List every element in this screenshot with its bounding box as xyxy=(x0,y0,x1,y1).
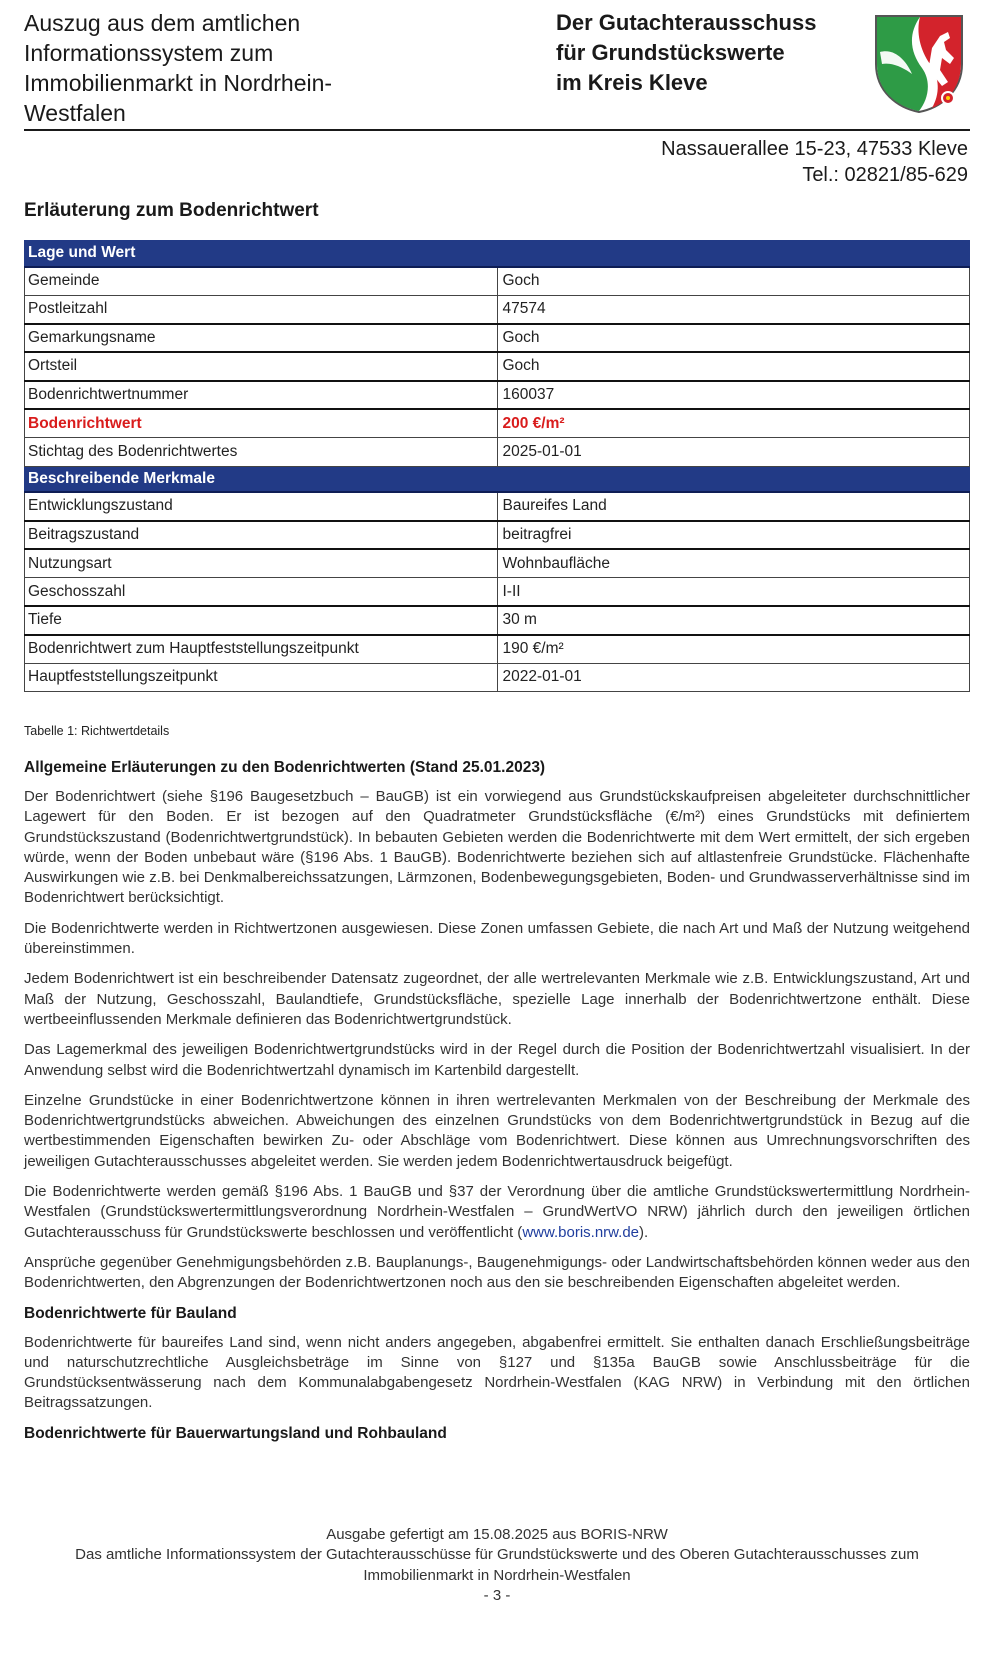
table-row xyxy=(25,635,970,664)
section-heading: Bodenrichtwerte für Bauerwartungsland und Rohbauland xyxy=(24,1424,447,1442)
table-row xyxy=(25,295,970,324)
boris-link[interactable]: www.boris.nrw.de xyxy=(522,1223,640,1241)
header-right-title xyxy=(556,8,856,98)
row-value: Wohnbaufläche xyxy=(497,549,970,578)
row-value: 190 €/m² xyxy=(497,635,970,664)
row-value: 30 m xyxy=(497,606,970,635)
table-row xyxy=(25,324,970,353)
row-value: 2025-01-01 xyxy=(497,438,970,467)
row-label: Ortsteil xyxy=(25,352,498,381)
row-label: Beitragszustand xyxy=(25,521,498,550)
row-label: Hauptfeststellungszeitpunkt xyxy=(25,663,498,692)
address-line: Nassauerallee 15-23, 47533 Kleve xyxy=(661,138,968,160)
paragraph: Bodenrichtwerte für baureifes Land sind, wenn nicht anders angegeben, abgabenfrei ermittelt. Sie enthalten danach Erschließungsbeiträge und naturschutzrechtliche Ausgleichsbeträge im Sinne von §127 und §135a BauGB sowie Anschlussbeiträge für die Grundstücksentwässerung nach dem Kommunalabgabengesetz Nordrhein-Westfalen (KAG NRW) in Verbindung mit den örtlichen Beitragssatzungen. xyxy=(24,1333,970,1412)
paragraph-text: ). xyxy=(639,1223,649,1241)
row-label: Postleitzahl xyxy=(25,295,498,324)
document-title: Erläuterung zum Bodenrichtwert xyxy=(24,200,319,221)
explanation-text xyxy=(24,758,970,1453)
row-label: Stichtag des Bodenrichtwertes xyxy=(25,438,498,467)
paragraph xyxy=(24,1182,970,1243)
row-label: Entwicklungszustand xyxy=(25,492,498,521)
paragraph-text: Die Bodenrichtwerte werden gemäß §196 Abs. 1 BauGB und §37 der Verordnung über die amtliche Grundstückswertermittlung Nordrhein-Westfalen (Grundstückswertermittlungsverordnung Nordrhein-Westfalen – GrundWertVO NRW) jährlich durch den jeweiligen örtlichen Gutachterausschuss für Grundstückswerte beschlossen und veröffentlicht ( xyxy=(24,1183,970,1241)
table-row xyxy=(25,663,970,692)
table-row xyxy=(25,438,970,467)
table-row xyxy=(25,578,970,607)
row-value: 2022-01-01 xyxy=(497,663,970,692)
paragraph: Das Lagemerkmal des jeweiligen Bodenrichtwertgrundstücks wird in der Regel durch die Position der Bodenrichtwertzahl visualisiert. In der Anwendung selbst wird die Bodenrichtwertzahl dynamisch im Kartenbild dargestellt. xyxy=(24,1041,970,1079)
paragraph: Der Bodenrichtwert (siehe §196 Baugesetzbuch – BauGB) ist ein vorwiegend aus Grundstückskaufpreisen abgeleiteter durchschnittlicher Lagewert für den Boden. Er ist bezogen auf den Quadratmeter Grundstücksfläche (€/m²) eines Grundstücks mit definiertem Grundstückszustand (Bodenrichtwertgrundstück). In bebauten Gebieten werden die Bodenrichtwerte mit dem Wert ermittelt, der sich ergeben würde, wenn der Boden unbebaut wäre (§196 Abs. 1 BauGB). Bodenrichtwerte beziehen sich auf altlastenfreie Grundstücke. Flächenhafte Auswirkungen wie z.B. bei Denkmalbereichssatzungen, Lärmzonen, Bodenbewegungsgebieten, Boden- und Grundwasserverhältnisse sind im Bodenrichtwert berücksichtigt. xyxy=(24,788,970,907)
page-number: - 3 - xyxy=(483,1586,511,1604)
paragraph: Ansprüche gegenüber Genehmigungsbehörden z.B. Bauplanungs-, Baugenehmigungs- oder Landwirtschaftsbehörden können weder aus den Bodenrichtwerten, den Abgrenzungen der Bodenrichtwertzonen noch aus den sie beschreibenden Eigenschaften abgeleitet werden. xyxy=(24,1253,970,1292)
table-row xyxy=(25,267,970,296)
table-caption: Tabelle 1: Richtwertdetails xyxy=(24,724,170,738)
row-value: 200 €/m² xyxy=(497,409,970,438)
table-row-bodenrichtwert xyxy=(25,409,970,438)
table-section-header xyxy=(25,241,970,267)
table-row xyxy=(25,352,970,381)
header-right-line: im Kreis Kleve xyxy=(556,70,708,95)
row-value: Baureifes Land xyxy=(497,492,970,521)
phone-line: Tel.: 02821/85-629 xyxy=(802,164,968,186)
row-label: Gemarkungsname xyxy=(25,324,498,353)
table-row xyxy=(25,521,970,550)
section-title: Beschreibende Merkmale xyxy=(25,466,970,492)
table-row xyxy=(25,381,970,410)
paragraph: Die Bodenrichtwerte werden in Richtwertzonen ausgewiesen. Diese Zonen umfassen Gebiete, die nach Art und Maß der Nutzung weitgehend übereinstimmen. xyxy=(24,919,970,958)
row-value: beitragfrei xyxy=(497,521,970,550)
row-label: Nutzungsart xyxy=(25,549,498,578)
row-label: Tiefe xyxy=(25,606,498,635)
header-left-title: Auszug aus dem amtlichen Informationssystem zum Immobilienmarkt in Nordrhein-Westfalen xyxy=(24,10,333,126)
header-right-line: Der Gutachterausschuss xyxy=(556,10,817,35)
header-right-line: für Grundstückswerte xyxy=(556,40,785,65)
row-value: 160037 xyxy=(497,381,970,410)
row-label: Bodenrichtwert xyxy=(25,409,498,438)
section-heading: Bodenrichtwerte für Bauland xyxy=(24,1304,237,1322)
page-footer xyxy=(24,1525,970,1606)
paragraph: Einzelne Grundstücke in einer Bodenrichtwertzone können in ihren wertrelevanten Merkmalen von der Beschreibung der Merkmale des Bodenrichtwertgrundstücks abweichen. Abweichungen des einzelnen Grundstücks von dem Bodenrichtwertgrundstück in Bezug auf die wertbestimmenden Eigenschaften bewirken Zu- oder Abschläge vom Bodenrichtwert. Diese können aus Umrechnungsvorschriften des jeweiligen Gutachterausschusses abgeleitet werden. Sie werden jedem Bodenrichtwertausdruck beigefügt. xyxy=(24,1091,970,1170)
row-label: Bodenrichtwertnummer xyxy=(25,381,498,410)
row-value: Goch xyxy=(497,352,970,381)
section-title: Lage und Wert xyxy=(25,241,970,267)
footer-line: Ausgabe gefertigt am 15.08.2025 aus BORIS-NRW xyxy=(326,1526,668,1543)
row-value: 47574 xyxy=(497,295,970,324)
table-row xyxy=(25,606,970,635)
table-row xyxy=(25,492,970,521)
header-divider xyxy=(24,129,970,131)
footer-line: Das amtliche Informationssystem der Gutachterausschüsse für Grundstückswerte und des Oberen Gutachterausschusses zum Immobilienmarkt in Nordrhein-Westfalen xyxy=(75,1546,919,1584)
row-value: I-II xyxy=(497,578,970,607)
row-value: Goch xyxy=(497,267,970,296)
paragraph: Jedem Bodenrichtwert ist ein beschreibender Datensatz zugeordnet, der alle wertrelevanten Merkmale wie z.B. Entwicklungszustand, Art und Maß der Nutzung, Geschosszahl, Baulandtiefe, Grundstücksfläche, spezielle Lage innerhalb der Bodenrichtwertzone enthält. Diese wertbeeinflussenden Merkmale definieren das Bodenrichtwertgrundstück. xyxy=(24,970,970,1028)
nrw-coat-of-arms-icon xyxy=(870,12,968,114)
row-label: Gemeinde xyxy=(25,267,498,296)
row-label: Bodenrichtwert zum Hauptfeststellungszeitpunkt xyxy=(25,635,498,664)
details-table xyxy=(24,240,970,692)
table-section-header xyxy=(25,466,970,492)
address-block xyxy=(661,136,968,188)
row-value: Goch xyxy=(497,324,970,353)
table-row xyxy=(25,549,970,578)
row-label: Geschosszahl xyxy=(25,578,498,607)
section-heading: Allgemeine Erläuterungen zu den Bodenrichtwerten (Stand 25.01.2023) xyxy=(24,759,546,776)
